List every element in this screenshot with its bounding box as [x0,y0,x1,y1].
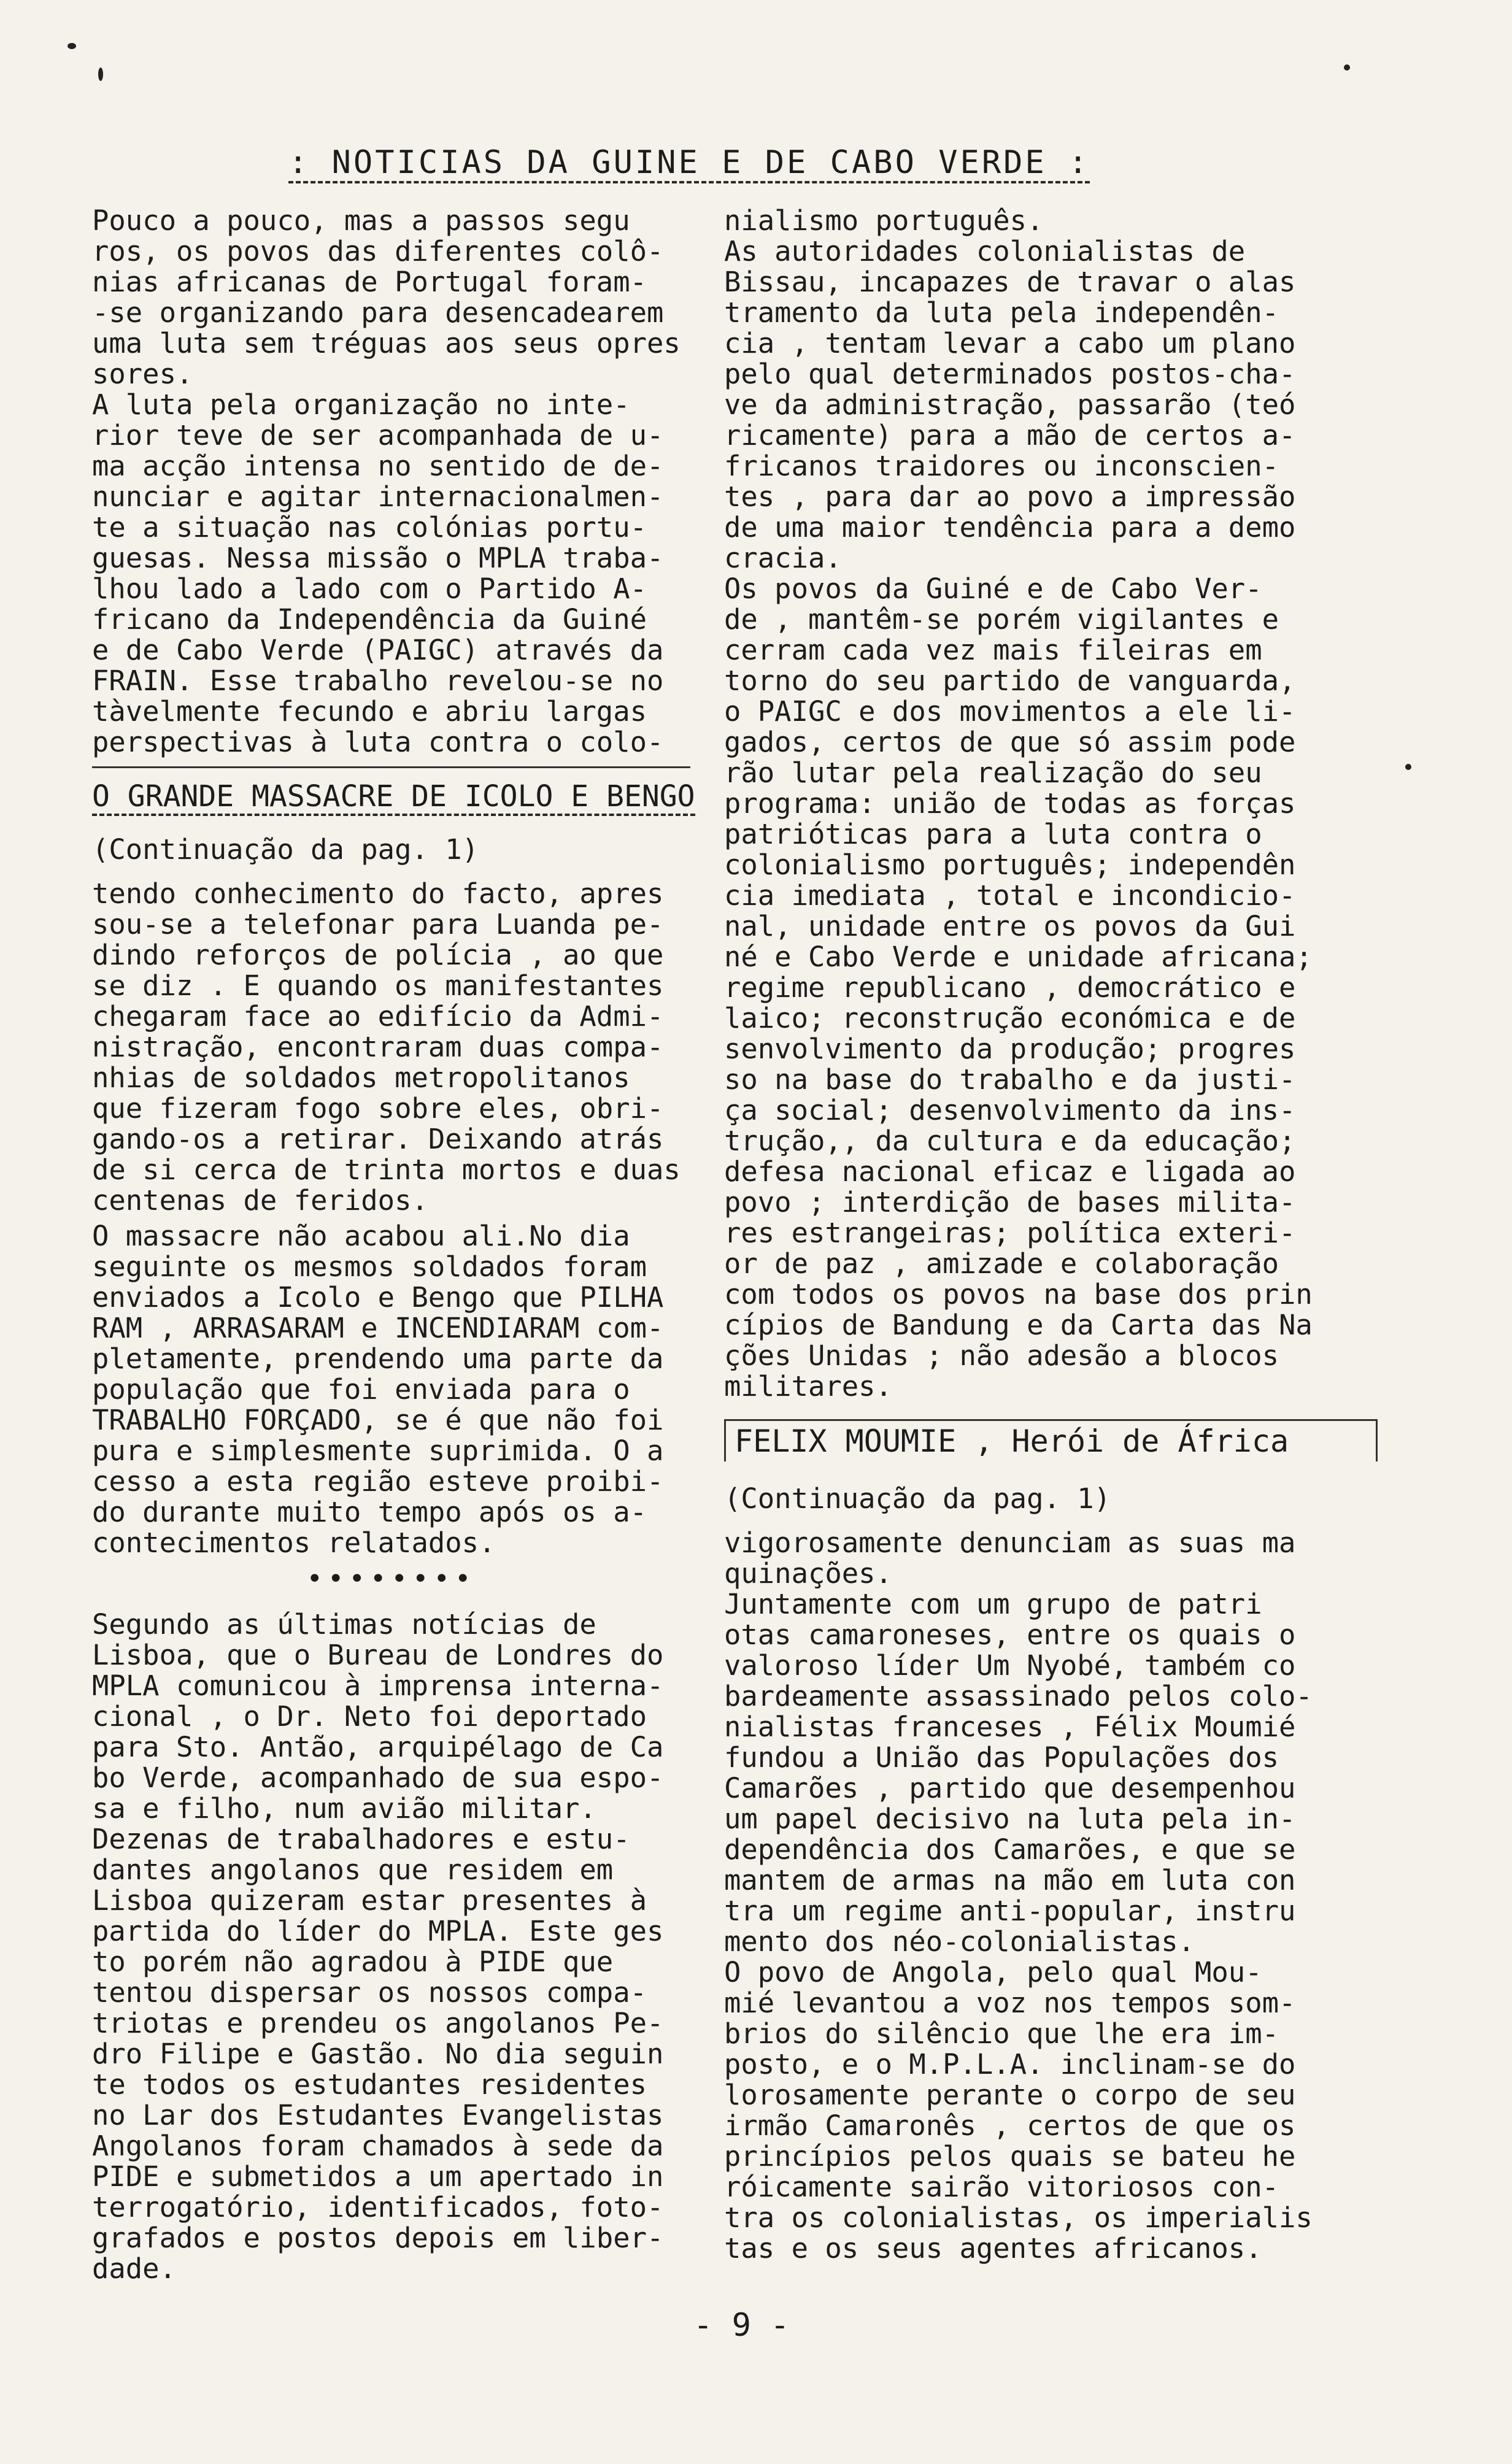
text-line: TRABALHO FORÇADO, se é que não foi [92,1404,664,1436]
text-line: cracia. [724,542,842,574]
text-line: fricanos traidores ou inconscien- [724,450,1279,482]
text-line: res estrangeiras; política exteri- [724,1217,1296,1249]
text-line: pelo qual determinados postos-cha- [724,358,1296,390]
text-line: Dezenas de trabalhadores e estu- [92,1823,630,1855]
text-line: gando-os a retirar. Deixando atrás [92,1123,664,1155]
text-line: Juntamente com um grupo de patri [724,1588,1262,1620]
text-line: grafados e postos depois em liber- [92,2222,664,2254]
text-line: mantem de armas na mão em luta con [724,1864,1296,1896]
text-line: to porém não agradou à PIDE que [92,1946,614,1978]
page-number: - 9 - [693,2307,790,2344]
text-line: mié levantou a voz nos tempos som- [724,1987,1296,2019]
text-line: torno do seu partido de vanguarda, [724,664,1296,697]
text-line: ros, os povos das diferentes colô- [92,235,664,268]
text-line: se diz . E quando os manifestantes [92,969,664,1002]
text-line: róicamente sairão vitoriosos con- [724,2171,1279,2203]
text-line: rão lutar pela realização do seu [724,757,1262,789]
column-divider-rule [92,766,690,768]
text-line: nialismo português. [724,204,1044,237]
text-line: PIDE e submetidos a um apertado in [92,2160,664,2193]
text-line: FRAIN. Esse trabalho revelou-se no [92,664,664,697]
scan-speck [1344,64,1350,71]
text-line: partida do líder do MPLA. Este ges [92,1915,664,1947]
text-line: trução,, da cultura e da educação; [724,1125,1296,1157]
text-line: nias africanas de Portugal foram- [92,266,647,298]
text-line: no Lar dos Estudantes Evangelistas [92,2099,664,2131]
text-line: senvolvimento da produção; progres [724,1033,1296,1065]
moumie-continuation-note: (Continuação da pag. 1) [724,1482,1111,1515]
text-line: militares. [724,1370,892,1403]
scan-speck [98,67,103,81]
text-line: Angolanos foram chamados à sede da [92,2130,664,2162]
text-line: colonialismo português; independên [724,849,1296,881]
text-line: irmão Camaronês , certos de que os [724,2109,1296,2142]
text-line: cesso a esta região esteve proibi- [92,1465,664,1498]
text-line: fundou a União das Populações dos [724,1741,1279,1774]
text-line: dindo reforços de polícia , ao que [92,939,664,971]
text-line: ma acção intensa no sentido de de- [92,450,664,482]
text-line: ricamente) para a mão de certos a- [724,419,1296,452]
text-line: povo ; interdição de bases milita- [724,1186,1296,1219]
text-line: tra um regime anti-popular, instru [724,1895,1296,1927]
text-line: cia imediata , total e incondicio- [724,879,1296,912]
text-line: tramento da luta pela independên- [724,296,1279,329]
text-line: Lisboa quizeram estar presentes à [92,1884,647,1917]
text-line: lhou lado a lado com o Partido A- [92,572,647,605]
text-line: tendo conhecimento do facto, apres [92,877,664,910]
text-line: quinações. [724,1557,892,1590]
text-line: laico; reconstrução económica e de [724,1002,1296,1034]
text-line: dro Filipe e Gastão. No dia seguin [92,2038,664,2070]
text-line: A luta pela organização no inte- [92,388,630,421]
text-line: de uma maior tendência para a demo [724,511,1296,544]
text-line: dantes angolanos que residem em [92,1854,614,1886]
text-line: nal, unidade entre os povos da Gui [724,910,1296,942]
massacre-section-title: O GRANDE MASSACRE DE ICOLO E BENGO [92,779,695,816]
intro-paragraph [92,206,690,758]
text-line: nistração, encontraram duas compa- [92,1031,664,1063]
text-line: terrogatório, identificados, foto- [92,2191,664,2223]
text-line: ve da administração, passarão (teó [724,388,1296,421]
text-line: rior teve de ser acompanhada de u- [92,419,664,452]
text-line: Segundo as últimas notícias de [92,1608,596,1641]
paigc-paragraph [724,574,1378,1402]
text-line: nialistas franceses , Félix Moumié [724,1711,1296,1743]
page-header-title: : NOTICIAS DA GUINE E DE CABO VERDE : [288,144,1090,183]
text-line: posto, e o M.P.L.A. inclinam-se do [724,2048,1296,2081]
text-line: sou-se a telefonar para Luanda pe- [92,908,664,941]
text-line: otas camaroneses, entre os quais o [724,1619,1296,1651]
section-separator-dots: •••••••• [306,1563,476,1595]
text-line: tàvelmente fecundo e abriu largas [92,695,647,728]
text-line: cerram cada vez mais fileiras em [724,634,1262,666]
text-line: dade. [92,2252,176,2285]
text-line: pura e simplesmente suprimida. O a [92,1434,664,1467]
text-line: mento dos néo-colonialistas. [724,1925,1195,1958]
text-line: tra os colonialistas, os imperialis [724,2201,1313,2234]
text-line: fricano da Independência da Guiné [92,603,647,636]
text-line: com todos os povos na base dos prin [724,1278,1313,1311]
massacre-continuation-note: (Continuação da pag. 1) [92,833,479,866]
text-line: e de Cabo Verde (PAIGC) através da [92,634,664,666]
text-line: O povo de Angola, pelo qual Mou- [724,1956,1262,1989]
text-line: Camarões , partido que desempenhou [724,1772,1296,1804]
text-line: contecimentos relatados. [92,1527,496,1559]
text-line: As autoridades colonialistas de [724,235,1246,268]
text-line: MPLA comunicou à imprensa interna- [92,1669,664,1702]
text-line: patrióticas para a luta contra o [724,818,1262,850]
text-line: o PAIGC e dos movimentos a ele li- [724,695,1296,728]
lisboa-paragraph-2 [92,1824,690,2284]
text-line: que fizeram fogo sobre eles, obri- [92,1092,664,1125]
text-line: para Sto. Antão, arquipélago de Ca [92,1731,664,1763]
text-line: princípios pelos quais se bateu he [724,2140,1296,2173]
text-line: defesa nacional eficaz e ligada ao [724,1155,1296,1188]
text-line: Pouco a pouco, mas a passos segu [92,204,630,237]
scan-speck [1405,764,1411,770]
text-line: Lisboa, que o Bureau de Londres do [92,1639,664,1671]
text-line: ções Unidas ; não adesão a blocos [724,1339,1279,1372]
text-line: nhias de soldados metropolitanos [92,1061,630,1094]
text-line: de , mantêm-se porém vigilantes e [724,603,1279,636]
text-line: brios do silêncio que lhe era im- [724,2017,1279,2050]
text-line: programa: união de todas as forças [724,787,1296,820]
text-line: tentou dispersar os nossos compa- [92,1976,647,2009]
right-column [724,206,1378,2264]
text-line: do durante muito tempo após os a- [92,1496,647,1528]
text-line: ça social; desenvolvimento da ins- [724,1094,1296,1126]
text-line: pletamente, prendendo uma parte da [92,1342,664,1375]
text-line: guesas. Nessa missão o MPLA traba- [92,542,664,574]
lisboa-paragraph-1 [92,1609,690,1824]
text-line: cia , tentam levar a cabo um plano [724,327,1296,360]
scan-speck [68,43,76,49]
left-column [92,204,695,2285]
text-line: Bissau, incapazes de travar o alas [724,266,1296,298]
text-line: O massacre não acabou ali.No dia [92,1220,630,1252]
text-line: enviados a Icolo e Bengo que PILHA [92,1281,664,1314]
text-line: gados, certos de que só assim pode [724,726,1296,758]
text-line: valoroso líder Um Nyobé, também co [724,1649,1296,1682]
moumie-paragraph-1 [724,1528,1378,1589]
text-line: perspectivas à luta contra o colo- [92,726,664,758]
text-line: regime republicano , democrático e [724,971,1296,1004]
text-line: so na base do trabalho e da justi- [724,1063,1296,1096]
text-line: te a situação nas colónias portu- [92,511,647,544]
text-line: nunciar e agitar internacionalmen- [92,480,664,513]
text-line: uma luta sem tréguas aos seus opres [92,327,681,360]
text-line: sa e filho, num avião militar. [92,1792,596,1825]
text-line: RAM , ARRASARAM e INCENDIARAM com- [92,1312,664,1344]
text-line: bo Verde, acompanhado de sua espo- [92,1761,664,1794]
text-line: de si cerca de trinta mortos e duas [92,1153,681,1186]
text-line: centenas de feridos. [92,1184,428,1217]
text-line: um papel decisivo na luta pela in- [724,1803,1296,1835]
text-line: lorosamente perante o corpo de seu [724,2079,1296,2111]
text-line: vigorosamente denunciam as suas ma [724,1527,1296,1559]
text-line: te todos os estudantes residentes [92,2068,647,2101]
text-line: sores. [92,358,193,390]
text-line: população que foi enviada para o [92,1373,630,1406]
text-line: seguinte os mesmos soldados foram [92,1250,647,1283]
text-line: bardeamente assassinado pelos colo- [724,1680,1313,1712]
text-line: dependência dos Camarões, e que se [724,1833,1296,1866]
text-line: -se organizando para desencadearem [92,296,664,329]
intro-continuation-paragraph [724,206,1378,574]
text-line: né e Cabo Verde e unidade africana; [724,941,1313,973]
moumie-paragraph-3 [724,1957,1378,2264]
text-line: tas e os seus agentes africanos. [724,2232,1262,2265]
text-line: triotas e prendeu os angolanos Pe- [92,2007,664,2039]
text-line: cípios de Bandung e da Carta das Na [724,1309,1313,1341]
text-line: Os povos da Guiné e de Cabo Ver- [724,572,1262,605]
text-line: chegaram face ao edifício da Admi- [92,1000,664,1033]
text-line: cional , o Dr. Neto foi deportado [92,1700,647,1733]
moumie-paragraph-2 [724,1589,1378,1957]
massacre-paragraph-1 [92,879,690,1216]
text-line: or de paz , amizade e colaboração [724,1247,1279,1280]
moumie-section-title: FELIX MOUMIE , Herói de África [724,1419,1378,1461]
massacre-paragraph-2 [92,1221,690,1558]
text-line: tes , para dar ao povo a impressão [724,480,1296,513]
